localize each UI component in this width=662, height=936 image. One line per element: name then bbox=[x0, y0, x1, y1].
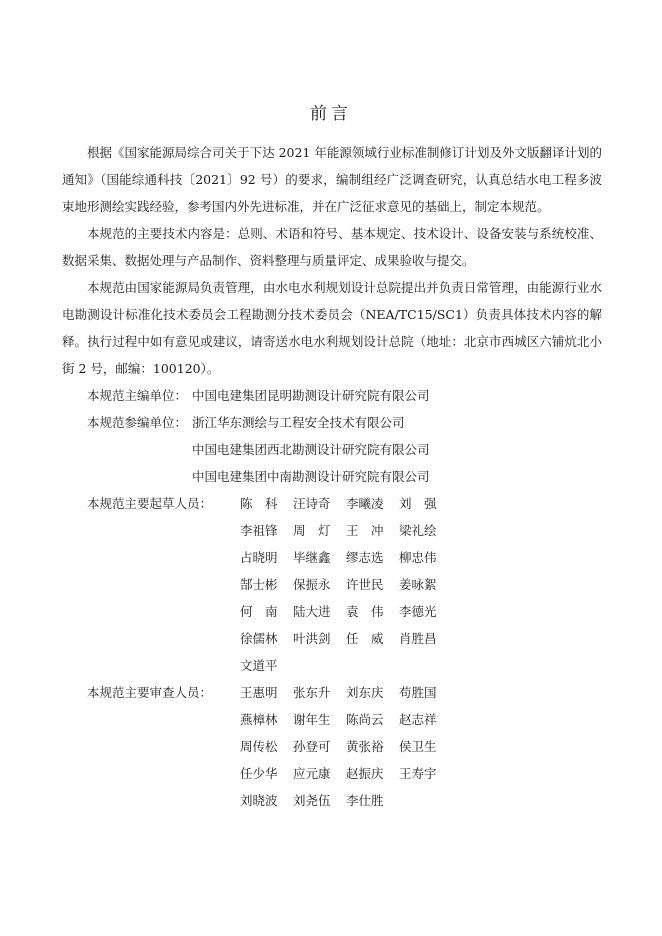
person-name: 王寿宇 bbox=[399, 766, 437, 781]
person-name: 赵志祥 bbox=[399, 712, 437, 727]
person-name: 刘东庆 bbox=[346, 685, 384, 700]
person-name: 肖胜昌 bbox=[399, 631, 437, 646]
person-name: 李祖锋 bbox=[240, 523, 278, 538]
preface-body bbox=[62, 139, 602, 814]
person-name: 陈 科 bbox=[240, 496, 278, 511]
person-name: 李德光 bbox=[399, 604, 437, 619]
participating-unit-value: 浙江华东测绘与工程安全技术有限公司 bbox=[192, 415, 405, 430]
person-name: 郜士彬 bbox=[240, 577, 278, 592]
person-name: 谢年生 bbox=[293, 712, 331, 727]
participating-unit-value: 中国电建集团西北勘测设计研究院有限公司 bbox=[192, 442, 430, 457]
participating-unit-label: 本规范参编单位： bbox=[87, 415, 188, 430]
person-name: 侯卫生 bbox=[399, 739, 437, 754]
person-name: 燕樟林 bbox=[240, 712, 278, 727]
drafters-section bbox=[62, 490, 602, 679]
person-name: 汪诗奇 bbox=[293, 496, 331, 511]
person-name: 任 威 bbox=[346, 631, 384, 646]
person-name: 何 南 bbox=[240, 604, 278, 619]
person-name: 周传松 bbox=[240, 739, 278, 754]
person-name: 陈尚云 bbox=[346, 712, 384, 727]
person-name: 黄张裕 bbox=[346, 739, 384, 754]
person-name: 徐儒林 bbox=[240, 631, 278, 646]
chief-unit-value: 中国电建集团昆明勘测设计研究院有限公司 bbox=[192, 388, 430, 403]
person-name: 毕继鑫 bbox=[293, 550, 331, 565]
drafters-list bbox=[240, 490, 452, 679]
person-name: 姜咏絮 bbox=[399, 577, 437, 592]
person-name: 苟胜国 bbox=[399, 685, 437, 700]
person-name: 梁礼绘 bbox=[399, 523, 437, 538]
reviewers-section bbox=[62, 679, 602, 814]
person-name: 刘 强 bbox=[399, 496, 437, 511]
person-name: 占晓明 bbox=[240, 550, 278, 565]
person-name: 赵振庆 bbox=[346, 766, 384, 781]
person-name: 张东升 bbox=[293, 685, 331, 700]
person-name: 叶洪剑 bbox=[293, 631, 331, 646]
person-name: 陆大进 bbox=[293, 604, 331, 619]
person-name: 王惠明 bbox=[240, 685, 278, 700]
person-name: 任少华 bbox=[240, 766, 278, 781]
person-name: 李曦凌 bbox=[346, 496, 384, 511]
person-name: 许世民 bbox=[346, 577, 384, 592]
person-name: 文道平 bbox=[240, 658, 278, 673]
reviewers-label: 本规范主要审查人员： bbox=[87, 685, 213, 700]
person-name: 应元康 bbox=[293, 766, 331, 781]
paragraph-contents: 本规范的主要技术内容是：总则、术语和符号、基本规定、技术设计、设备安装与系统校准、数据采集、数据处理与产品制作、资料整理与质量评定、成果验收与提交。 bbox=[62, 226, 602, 268]
person-name: 刘尧伍 bbox=[293, 793, 331, 808]
chief-unit-label: 本规范主编单位： bbox=[87, 388, 188, 403]
person-name: 柳忠伟 bbox=[399, 550, 437, 565]
page-title: 前言 bbox=[310, 104, 352, 124]
person-name: 周 灯 bbox=[293, 523, 331, 538]
person-name: 保振永 bbox=[293, 577, 331, 592]
paragraph-background: 根据《国家能源局综合司关于下达 2021 年能源领域行业标准制修订计划及外文版翻译计划的通知》（国能综通科技〔2021〕92 号）的要求，编制组经广泛调查研究，认真总结水电工程多波束地形测绘实践经验，参考国内外先进标准，并在广泛征求意见的基础上，制定本规范。 bbox=[62, 145, 602, 214]
paragraph-management: 本规范由国家能源局负责管理，由水电水利规划设计总院提出并负责日常管理，由能源行业水电勘测设计标准化技术委员会工程勘测分技术委员会（NEA/TC15/SC1）负责具体技术内容的解释。执行过程中如有意见或建议，请寄送水电水利规划设计总院（地址：北京市西城区六铺炕北小街 2 号，邮编：100120）。 bbox=[62, 280, 602, 376]
person-name: 孙登可 bbox=[293, 739, 331, 754]
chief-unit-row bbox=[62, 382, 602, 409]
participating-unit-row bbox=[62, 409, 602, 436]
person-name: 王 冲 bbox=[346, 523, 384, 538]
reviewers-list bbox=[240, 679, 452, 814]
person-name: 袁 伟 bbox=[346, 604, 384, 619]
person-name: 缪志选 bbox=[346, 550, 384, 565]
person-name: 刘晓波 bbox=[240, 793, 278, 808]
drafters-label: 本规范主要起草人员： bbox=[87, 496, 213, 511]
person-name: 李仕胜 bbox=[346, 793, 384, 808]
participating-unit-value: 中国电建集团中南勘测设计研究院有限公司 bbox=[192, 469, 430, 484]
